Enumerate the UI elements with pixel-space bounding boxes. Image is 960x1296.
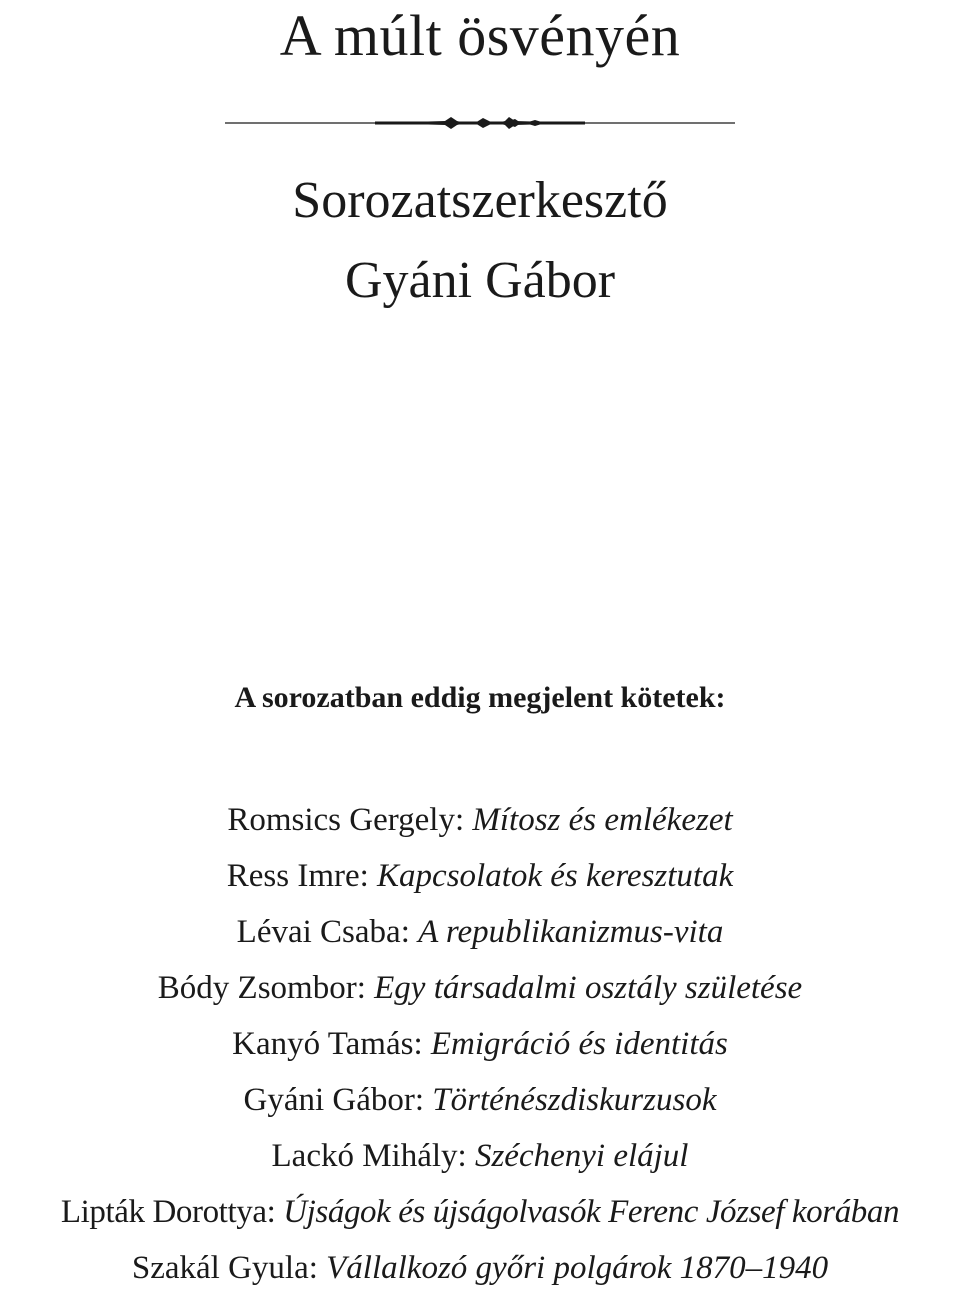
ornamental-divider	[225, 112, 735, 134]
volume-title: Történészdiskurzusok	[432, 1082, 717, 1118]
volume-item	[0, 1240, 960, 1296]
volume-title: Egy társadalmi osztály születése	[374, 970, 803, 1006]
volume-title: Mítosz és emlékezet	[472, 802, 733, 838]
volume-author: Ress Imre:	[226, 858, 378, 894]
volume-item	[0, 848, 960, 904]
volume-author: Szakál Gyula:	[131, 1250, 327, 1286]
volume-title: Emigráció és identitás	[430, 1026, 728, 1062]
volume-author: Lipták Dorottya:	[60, 1194, 284, 1230]
volume-title: Széchenyi elájul	[474, 1138, 689, 1174]
volume-item	[0, 960, 960, 1016]
editor-name: Gyáni Gábor	[344, 252, 616, 309]
volume-list-heading: A sorozatban eddig megjelent kötetek:	[234, 681, 726, 714]
volume-item	[0, 1072, 960, 1128]
volume-author: Bódy Zsombor:	[157, 970, 375, 1006]
volume-title: Újságok és újságolvasók Ferenc József korában	[283, 1194, 900, 1230]
volume-title: Kapcsolatok és keresztutak	[377, 858, 734, 894]
volume-author: Romsics Gergely:	[227, 802, 473, 838]
volume-item	[0, 792, 960, 848]
volume-author: Lévai Csaba:	[236, 914, 419, 950]
volume-author: Kanyó Tamás:	[232, 1026, 431, 1062]
volume-item	[0, 1128, 960, 1184]
volume-item	[0, 1016, 960, 1072]
editor-role: Sorozatszerkesztő	[292, 172, 668, 229]
volume-item	[0, 1184, 960, 1240]
volume-title: A republikanizmus-vita	[418, 914, 724, 950]
series-title: A múlt ösvényén	[279, 3, 681, 68]
volume-author: Lackó Mihály:	[271, 1138, 475, 1174]
volume-author: Gyáni Gábor:	[243, 1082, 433, 1118]
volume-title: Vállalkozó győri polgárok 1870–1940	[326, 1250, 829, 1286]
volume-list	[0, 792, 960, 1296]
volume-item	[0, 904, 960, 960]
